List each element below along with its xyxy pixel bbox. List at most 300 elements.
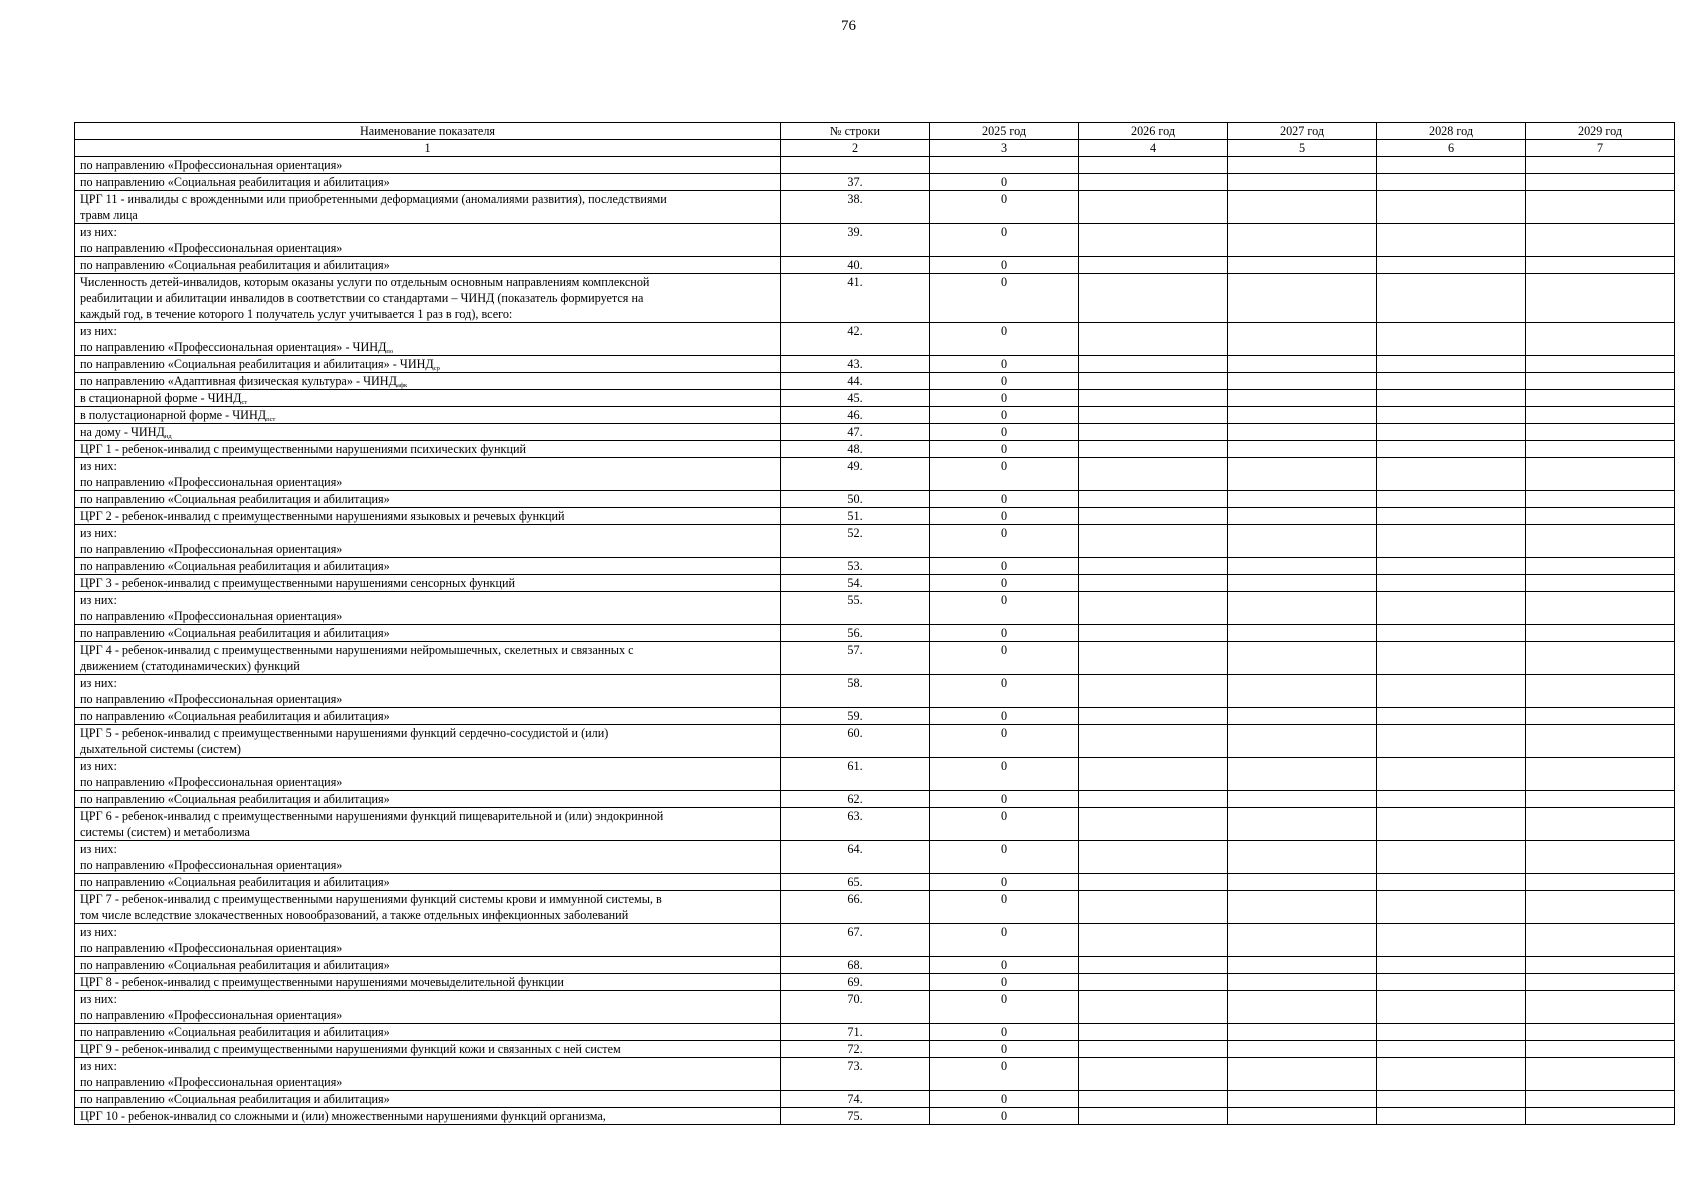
line-number-cell: 57. (781, 642, 930, 675)
value-cell-2028 (1377, 1041, 1526, 1058)
header-year-2027: 2027 год (1228, 123, 1377, 140)
value-cell-2026 (1079, 491, 1228, 508)
value-cell-2027 (1228, 390, 1377, 407)
indicator-name-cell (75, 592, 781, 625)
indicator-name: по направлению «Социальная реабилитация и абилитация» (80, 175, 390, 189)
value-cell-2028 (1377, 592, 1526, 625)
table-row (75, 257, 1675, 274)
value-cell-2025: 0 (930, 575, 1079, 592)
table-row (75, 174, 1675, 191)
indicator-name-cell (75, 458, 781, 491)
header-indicator-name: Наименование показателя (75, 123, 781, 140)
indicator-name-cell (75, 1108, 781, 1125)
column-number: 2 (781, 140, 930, 157)
line-number-cell: 54. (781, 575, 930, 592)
value-cell-2025: 0 (930, 725, 1079, 758)
value-cell-2027 (1228, 758, 1377, 791)
indicator-name-cell (75, 407, 781, 424)
indicator-name-cell (75, 1058, 781, 1091)
table-row (75, 1024, 1675, 1041)
indicator-name-cell (75, 257, 781, 274)
value-cell-2028 (1377, 390, 1526, 407)
value-cell-2027 (1228, 407, 1377, 424)
value-cell-2028 (1377, 974, 1526, 991)
value-cell-2025: 0 (930, 891, 1079, 924)
value-cell-2029 (1526, 625, 1675, 642)
table-row (75, 791, 1675, 808)
value-cell-2028 (1377, 874, 1526, 891)
table-row (75, 957, 1675, 974)
value-cell-2028 (1377, 373, 1526, 390)
line-number-cell: 52. (781, 525, 930, 558)
value-cell-2026 (1079, 274, 1228, 323)
value-cell-2029 (1526, 725, 1675, 758)
value-cell-2027 (1228, 191, 1377, 224)
value-cell-2025: 0 (930, 808, 1079, 841)
value-cell-2027 (1228, 525, 1377, 558)
value-cell-2029 (1526, 174, 1675, 191)
value-cell-2025: 0 (930, 558, 1079, 575)
indicator-name: по направлению «Социальная реабилитация и абилитация» (80, 875, 390, 889)
table-row (75, 725, 1675, 758)
indicator-name-cell (75, 675, 781, 708)
indicator-name: по направлению «Социальная реабилитация и абилитация» (80, 1092, 390, 1106)
value-cell-2025: 0 (930, 224, 1079, 257)
value-cell-2026 (1079, 1058, 1228, 1091)
value-cell-2026 (1079, 191, 1228, 224)
value-cell-2029 (1526, 491, 1675, 508)
value-cell-2029 (1526, 323, 1675, 356)
value-cell-2029 (1526, 575, 1675, 592)
value-cell-2027 (1228, 1024, 1377, 1041)
value-cell-2026 (1079, 957, 1228, 974)
indicator-name-cell (75, 924, 781, 957)
indicator-name: на дому - ЧИНД (80, 425, 165, 439)
value-cell-2025: 0 (930, 1108, 1079, 1125)
line-number-cell: 41. (781, 274, 930, 323)
value-cell-2027 (1228, 675, 1377, 708)
indicator-name-cell (75, 708, 781, 725)
table-row (75, 323, 1675, 356)
indicator-name: ЦРГ 4 - ребенок-инвалид с преимущественными нарушениями нейромышечных, скелетных и связанных с движением (статодинамических) функций (80, 643, 634, 673)
indicator-name-cell (75, 575, 781, 592)
value-cell-2027 (1228, 373, 1377, 390)
table-row (75, 224, 1675, 257)
value-cell-2026 (1079, 508, 1228, 525)
value-cell-2027 (1228, 924, 1377, 957)
value-cell-2026 (1079, 841, 1228, 874)
line-number-cell: 44. (781, 373, 930, 390)
table-row (75, 508, 1675, 525)
value-cell-2029 (1526, 1108, 1675, 1125)
line-number-cell: 38. (781, 191, 930, 224)
value-cell-2028 (1377, 725, 1526, 758)
value-cell-2026 (1079, 356, 1228, 373)
value-cell-2026 (1079, 592, 1228, 625)
value-cell-2025: 0 (930, 407, 1079, 424)
value-cell-2026 (1079, 625, 1228, 642)
value-cell-2025: 0 (930, 174, 1079, 191)
value-cell-2028 (1377, 558, 1526, 575)
indicator-name-cell (75, 1091, 781, 1108)
value-cell-2025: 0 (930, 791, 1079, 808)
value-cell-2027 (1228, 625, 1377, 642)
value-cell-2028 (1377, 191, 1526, 224)
indicator-name: из них: по направлению «Профессиональная ориентация» (80, 992, 343, 1022)
indicator-name-cell (75, 558, 781, 575)
table-row (75, 157, 1675, 174)
value-cell-2025: 0 (930, 491, 1079, 508)
indicator-subscript: по (386, 348, 394, 355)
indicator-name-cell (75, 808, 781, 841)
value-cell-2028 (1377, 356, 1526, 373)
indicator-name: из них: по направлению «Профессиональная ориентация» (80, 925, 343, 955)
indicator-name-cell (75, 373, 781, 390)
table-row (75, 874, 1675, 891)
line-number-cell: 67. (781, 924, 930, 957)
value-cell-2029 (1526, 191, 1675, 224)
value-cell-2027 (1228, 157, 1377, 174)
indicator-name: по направлению «Профессиональная ориентация» (80, 158, 343, 172)
table-row (75, 1058, 1675, 1091)
value-cell-2026 (1079, 1024, 1228, 1041)
value-cell-2029 (1526, 458, 1675, 491)
value-cell-2025: 0 (930, 1091, 1079, 1108)
table-row (75, 592, 1675, 625)
indicator-name: ЦРГ 5 - ребенок-инвалид с преимущественными нарушениями функций сердечно-сосудистой и (или) дыхательной системы (систем) (80, 726, 609, 756)
value-cell-2025: 0 (930, 441, 1079, 458)
value-cell-2026 (1079, 924, 1228, 957)
value-cell-2025: 0 (930, 1058, 1079, 1091)
value-cell-2027 (1228, 257, 1377, 274)
value-cell-2025: 0 (930, 274, 1079, 323)
indicator-name: из них: по направлению «Профессиональная ориентация» (80, 842, 343, 872)
indicator-name-cell (75, 323, 781, 356)
value-cell-2028 (1377, 575, 1526, 592)
value-cell-2029 (1526, 891, 1675, 924)
value-cell-2029 (1526, 758, 1675, 791)
value-cell-2026 (1079, 441, 1228, 458)
value-cell-2029 (1526, 924, 1675, 957)
line-number-cell (781, 157, 930, 174)
value-cell-2026 (1079, 991, 1228, 1024)
indicator-name-cell (75, 791, 781, 808)
value-cell-2025: 0 (930, 592, 1079, 625)
value-cell-2029 (1526, 808, 1675, 841)
value-cell-2028 (1377, 1091, 1526, 1108)
value-cell-2028 (1377, 957, 1526, 974)
header-line-number: № строки (781, 123, 930, 140)
value-cell-2029 (1526, 841, 1675, 874)
header-year-2026: 2026 год (1079, 123, 1228, 140)
table-row (75, 356, 1675, 373)
value-cell-2029 (1526, 1091, 1675, 1108)
indicator-name-cell (75, 508, 781, 525)
value-cell-2026 (1079, 642, 1228, 675)
indicator-name: ЦРГ 9 - ребенок-инвалид с преимущественными нарушениями функций кожи и связанных с ней систем (80, 1042, 621, 1056)
line-number-cell: 39. (781, 224, 930, 257)
value-cell-2027 (1228, 808, 1377, 841)
value-cell-2028 (1377, 891, 1526, 924)
line-number-cell: 43. (781, 356, 930, 373)
page-number: 76 (841, 18, 856, 34)
value-cell-2029 (1526, 991, 1675, 1024)
value-cell-2027 (1228, 174, 1377, 191)
value-cell-2026 (1079, 424, 1228, 441)
value-cell-2027 (1228, 1091, 1377, 1108)
value-cell-2028 (1377, 323, 1526, 356)
value-cell-2028 (1377, 441, 1526, 458)
value-cell-2029 (1526, 957, 1675, 974)
table-row (75, 575, 1675, 592)
value-cell-2027 (1228, 592, 1377, 625)
line-number-cell: 53. (781, 558, 930, 575)
indicator-name: по направлению «Социальная реабилитация и абилитация» (80, 792, 390, 806)
value-cell-2029 (1526, 642, 1675, 675)
line-number-cell: 47. (781, 424, 930, 441)
value-cell-2028 (1377, 991, 1526, 1024)
line-number-cell: 58. (781, 675, 930, 708)
line-number-cell: 49. (781, 458, 930, 491)
value-cell-2028 (1377, 458, 1526, 491)
header-year-2029: 2029 год (1526, 123, 1675, 140)
table-row (75, 991, 1675, 1024)
indicator-name-cell (75, 224, 781, 257)
value-cell-2029 (1526, 373, 1675, 390)
value-cell-2027 (1228, 424, 1377, 441)
line-number-cell: 50. (781, 491, 930, 508)
indicator-name-cell (75, 1024, 781, 1041)
line-number-cell: 66. (781, 891, 930, 924)
table-row (75, 808, 1675, 841)
indicator-name: ЦРГ 10 - ребенок-инвалид со сложными и (или) множественными нарушениями функций организма, (80, 1109, 606, 1123)
indicator-subscript: нд (164, 433, 172, 440)
value-cell-2026 (1079, 157, 1228, 174)
indicator-subscript: ср (433, 365, 440, 372)
indicator-subscript: пст (266, 416, 276, 423)
value-cell-2028 (1377, 841, 1526, 874)
value-cell-2029 (1526, 525, 1675, 558)
line-number-cell: 69. (781, 974, 930, 991)
value-cell-2028 (1377, 224, 1526, 257)
value-cell-2029 (1526, 974, 1675, 991)
line-number-cell: 72. (781, 1041, 930, 1058)
value-cell-2026 (1079, 458, 1228, 491)
value-cell-2027 (1228, 558, 1377, 575)
table-row (75, 458, 1675, 491)
table-row (75, 675, 1675, 708)
line-number-cell: 46. (781, 407, 930, 424)
line-number-cell: 75. (781, 1108, 930, 1125)
value-cell-2027 (1228, 1041, 1377, 1058)
indicator-name-cell (75, 441, 781, 458)
indicator-name: из них: по направлению «Профессиональная ориентация» - ЧИНД (80, 324, 387, 354)
value-cell-2025: 0 (930, 924, 1079, 957)
table-row (75, 491, 1675, 508)
indicator-name: из них: по направлению «Профессиональная ориентация» (80, 759, 343, 789)
value-cell-2025: 0 (930, 991, 1079, 1024)
column-number: 5 (1228, 140, 1377, 157)
value-cell-2027 (1228, 874, 1377, 891)
line-number-cell: 48. (781, 441, 930, 458)
value-cell-2025: 0 (930, 191, 1079, 224)
value-cell-2029 (1526, 1024, 1675, 1041)
value-cell-2025: 0 (930, 458, 1079, 491)
value-cell-2026 (1079, 1108, 1228, 1125)
value-cell-2026 (1079, 675, 1228, 708)
value-cell-2029 (1526, 791, 1675, 808)
header-row (75, 123, 1675, 140)
table-row (75, 891, 1675, 924)
value-cell-2029 (1526, 558, 1675, 575)
value-cell-2029 (1526, 356, 1675, 373)
indicator-name-cell (75, 991, 781, 1024)
value-cell-2025: 0 (930, 356, 1079, 373)
line-number-cell: 56. (781, 625, 930, 642)
column-number: 3 (930, 140, 1079, 157)
indicator-name: по направлению «Социальная реабилитация и абилитация» (80, 258, 390, 272)
indicator-name-cell (75, 274, 781, 323)
value-cell-2026 (1079, 791, 1228, 808)
value-cell-2027 (1228, 642, 1377, 675)
line-number-cell: 51. (781, 508, 930, 525)
table-body (75, 157, 1675, 1125)
table-row (75, 274, 1675, 323)
line-number-cell: 40. (781, 257, 930, 274)
value-cell-2027 (1228, 841, 1377, 874)
value-cell-2026 (1079, 174, 1228, 191)
value-cell-2027 (1228, 458, 1377, 491)
indicator-name-cell (75, 157, 781, 174)
value-cell-2028 (1377, 407, 1526, 424)
value-cell-2028 (1377, 157, 1526, 174)
indicator-name-cell (75, 356, 781, 373)
value-cell-2029 (1526, 407, 1675, 424)
value-cell-2026 (1079, 257, 1228, 274)
value-cell-2025: 0 (930, 323, 1079, 356)
value-cell-2027 (1228, 974, 1377, 991)
indicator-name: ЦРГ 11 - инвалиды с врожденными или приобретенными деформациями (аномалиями развития), последствиями травм лица (80, 192, 667, 222)
indicator-name: из них: по направлению «Профессиональная ориентация» (80, 1059, 343, 1089)
table-row (75, 758, 1675, 791)
line-number-cell: 74. (781, 1091, 930, 1108)
table-row (75, 841, 1675, 874)
value-cell-2027 (1228, 491, 1377, 508)
table-row (75, 924, 1675, 957)
indicator-name-cell (75, 174, 781, 191)
line-number-cell: 61. (781, 758, 930, 791)
value-cell-2027 (1228, 1108, 1377, 1125)
column-number: 6 (1377, 140, 1526, 157)
value-cell-2025: 0 (930, 642, 1079, 675)
value-cell-2029 (1526, 390, 1675, 407)
table-row (75, 1108, 1675, 1125)
line-number-cell: 63. (781, 808, 930, 841)
value-cell-2028 (1377, 257, 1526, 274)
line-number-cell: 65. (781, 874, 930, 891)
value-cell-2025: 0 (930, 758, 1079, 791)
indicator-name: Численность детей-инвалидов, которым оказаны услуги по отдельным основным направлениям комплексной реабилитации и абилитации инвалидов в соответствии со стандартами – ЧИНД (показатель формируется на каждый год, в течение которого 1 получатель услуг учитывается 1 раз в год), всего: (80, 275, 650, 321)
value-cell-2028 (1377, 708, 1526, 725)
table-row (75, 191, 1675, 224)
value-cell-2028 (1377, 924, 1526, 957)
value-cell-2026 (1079, 525, 1228, 558)
indicator-name: в стационарной форме - ЧИНД (80, 391, 242, 405)
indicator-name-cell (75, 390, 781, 407)
value-cell-2027 (1228, 791, 1377, 808)
indicator-name: в полустационарной форме - ЧИНД (80, 408, 267, 422)
value-cell-2028 (1377, 642, 1526, 675)
indicator-name: ЦРГ 7 - ребенок-инвалид с преимущественными нарушениями функций системы крови и иммунной системы, в том числе вследствие злокачественных новообразований, а также отдельных инфекционных заболеваний (80, 892, 662, 922)
value-cell-2026 (1079, 758, 1228, 791)
value-cell-2025: 0 (930, 508, 1079, 525)
value-cell-2029 (1526, 441, 1675, 458)
column-number: 4 (1079, 140, 1228, 157)
value-cell-2029 (1526, 874, 1675, 891)
value-cell-2028 (1377, 1058, 1526, 1091)
value-cell-2029 (1526, 1041, 1675, 1058)
indicator-name: по направлению «Социальная реабилитация и абилитация» (80, 626, 390, 640)
value-cell-2027 (1228, 274, 1377, 323)
value-cell-2027 (1228, 1058, 1377, 1091)
table-row (75, 1091, 1675, 1108)
value-cell-2026 (1079, 224, 1228, 257)
indicator-name-cell (75, 957, 781, 974)
value-cell-2027 (1228, 725, 1377, 758)
value-cell-2027 (1228, 224, 1377, 257)
value-cell-2029 (1526, 257, 1675, 274)
value-cell-2028 (1377, 274, 1526, 323)
line-number-cell: 60. (781, 725, 930, 758)
indicator-name: по направлению «Социальная реабилитация и абилитация» (80, 492, 390, 506)
line-number-cell: 73. (781, 1058, 930, 1091)
line-number-cell: 37. (781, 174, 930, 191)
indicator-name: из них: по направлению «Профессиональная ориентация» (80, 676, 343, 706)
indicator-name: из них: по направлению «Профессиональная ориентация» (80, 459, 343, 489)
indicator-subscript: ст (241, 399, 248, 406)
line-number-cell: 71. (781, 1024, 930, 1041)
column-number: 7 (1526, 140, 1675, 157)
value-cell-2029 (1526, 708, 1675, 725)
indicator-name: по направлению «Социальная реабилитация и абилитация» (80, 958, 390, 972)
header-year-2025: 2025 год (930, 123, 1079, 140)
line-number-cell: 55. (781, 592, 930, 625)
value-cell-2028 (1377, 791, 1526, 808)
value-cell-2029 (1526, 224, 1675, 257)
value-cell-2028 (1377, 174, 1526, 191)
value-cell-2026 (1079, 323, 1228, 356)
value-cell-2026 (1079, 1041, 1228, 1058)
indicator-name: по направлению «Адаптивная физическая культура» - ЧИНД (80, 374, 397, 388)
indicator-name-cell (75, 874, 781, 891)
value-cell-2029 (1526, 157, 1675, 174)
line-number-cell: 64. (781, 841, 930, 874)
value-cell-2025 (930, 157, 1079, 174)
value-cell-2027 (1228, 323, 1377, 356)
value-cell-2026 (1079, 725, 1228, 758)
value-cell-2029 (1526, 592, 1675, 625)
table-row (75, 974, 1675, 991)
indicator-subscript: афк (396, 382, 408, 389)
value-cell-2029 (1526, 508, 1675, 525)
value-cell-2026 (1079, 373, 1228, 390)
value-cell-2026 (1079, 874, 1228, 891)
table-row (75, 625, 1675, 642)
value-cell-2025: 0 (930, 424, 1079, 441)
indicator-name-cell (75, 491, 781, 508)
line-number-cell: 42. (781, 323, 930, 356)
value-cell-2025: 0 (930, 625, 1079, 642)
